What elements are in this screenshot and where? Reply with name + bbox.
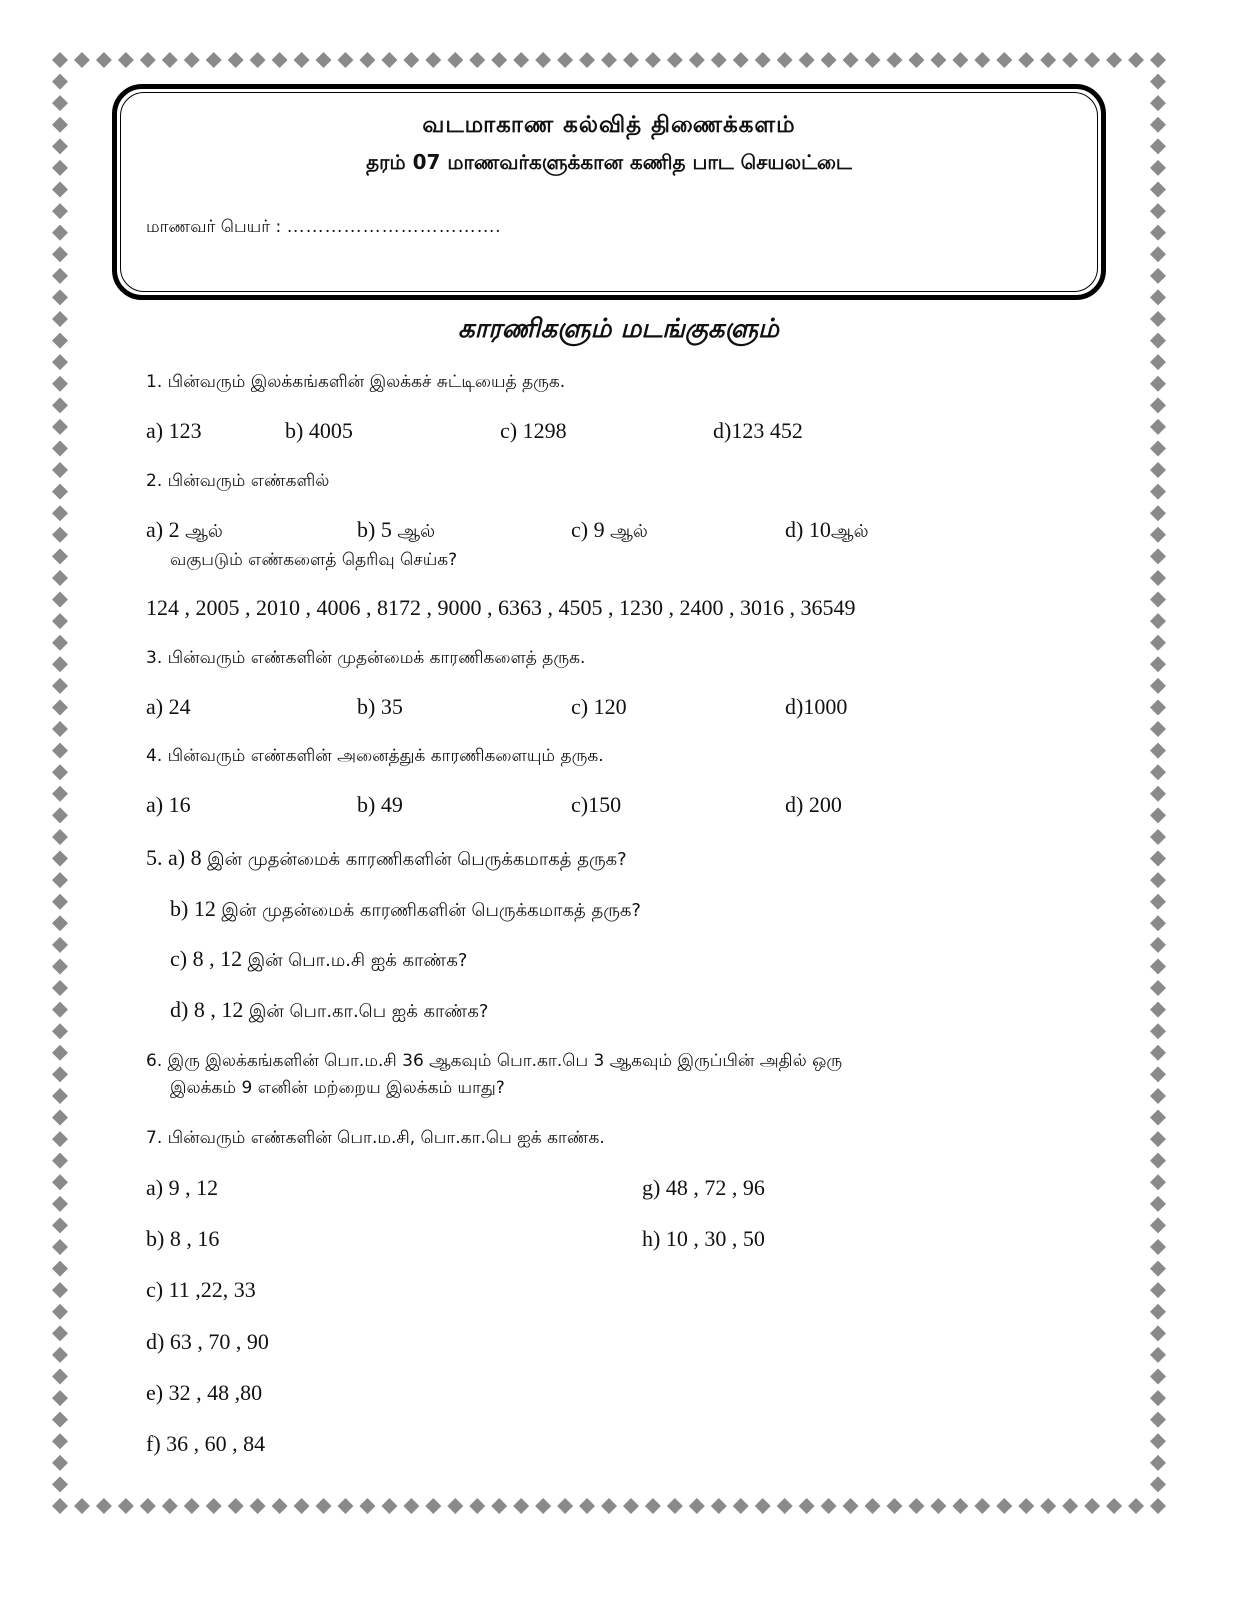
- q7-item-c: c) 11 ,22, 33: [146, 1277, 256, 1302]
- border-diamond: [52, 1110, 68, 1126]
- border-diamond: [52, 225, 68, 241]
- q1-option-b: b) 4005: [285, 418, 353, 443]
- border-diamond: [52, 52, 68, 68]
- question-6-line2: இலக்கம் 9 எனின் மற்றைய இலக்கம் யாது?: [170, 1078, 505, 1098]
- border-diamond: [1150, 1390, 1166, 1406]
- question-5d: [170, 997, 488, 1024]
- border-diamond: [1150, 592, 1166, 608]
- border-diamond: [52, 980, 68, 996]
- q7-item-h: h) 10 , 30 , 50: [642, 1226, 765, 1251]
- border-diamond: [689, 1498, 705, 1514]
- border-diamond: [821, 52, 837, 68]
- q7-item-a: a) 9 , 12: [146, 1175, 219, 1200]
- border-diamond: [1150, 1239, 1166, 1255]
- border-diamond: [1150, 656, 1166, 672]
- border-diamond: [316, 52, 332, 68]
- border-diamond: [52, 1476, 68, 1492]
- q4-option-b: b) 49: [357, 792, 403, 817]
- border-diamond: [52, 1390, 68, 1406]
- q5c-prefix: c) 8 , 12: [170, 946, 243, 971]
- border-diamond: [1150, 203, 1166, 219]
- border-diamond: [1018, 1498, 1034, 1514]
- border-diamond: [1106, 52, 1122, 68]
- border-diamond: [359, 52, 375, 68]
- q7-item-f: f) 36 , 60 , 84: [146, 1431, 266, 1456]
- border-diamond: [491, 1498, 507, 1514]
- border-diamond: [403, 1498, 419, 1514]
- border-diamond: [52, 1369, 68, 1385]
- border-diamond: [52, 743, 68, 759]
- border-diamond: [1062, 1498, 1078, 1514]
- border-diamond: [1150, 160, 1166, 176]
- border-diamond: [1150, 376, 1166, 392]
- border-diamond: [52, 1433, 68, 1449]
- border-diamond: [52, 138, 68, 154]
- border-diamond: [1150, 570, 1166, 586]
- border-diamond: [1150, 807, 1166, 823]
- q2-option-d: [785, 517, 869, 544]
- border-diamond: [52, 786, 68, 802]
- q1-option-a: a) 123: [146, 418, 202, 443]
- border-diamond: [294, 52, 310, 68]
- border-diamond: [52, 1217, 68, 1233]
- q7-item-d: d) 63 , 70 , 90: [146, 1329, 269, 1354]
- border-diamond: [1150, 764, 1166, 780]
- border-diamond: [359, 1498, 375, 1514]
- border-diamond: [1150, 1196, 1166, 1212]
- q5b-prefix: b) 12: [170, 896, 216, 921]
- border-diamond: [733, 1498, 749, 1514]
- border-diamond: [777, 52, 793, 68]
- border-diamond: [250, 52, 266, 68]
- border-diamond: [1150, 1498, 1166, 1514]
- border-diamond: [52, 699, 68, 715]
- border-diamond: [184, 1498, 200, 1514]
- border-diamond: [1150, 484, 1166, 500]
- border-diamond: [52, 872, 68, 888]
- border-diamond: [1150, 117, 1166, 133]
- border-diamond: [1150, 980, 1166, 996]
- border-diamond: [711, 1498, 727, 1514]
- border-diamond: [1150, 851, 1166, 867]
- border-diamond: [799, 52, 815, 68]
- border-diamond: [952, 52, 968, 68]
- border-diamond: [557, 1498, 573, 1514]
- border-diamond: [96, 52, 112, 68]
- border-diamond: [52, 958, 68, 974]
- q2-option-a: [146, 517, 223, 544]
- border-diamond: [601, 1498, 617, 1514]
- border-diamond: [623, 1498, 639, 1514]
- border-diamond: [52, 721, 68, 737]
- border-diamond: [52, 613, 68, 629]
- border-diamond: [228, 52, 244, 68]
- border-diamond: [733, 52, 749, 68]
- border-diamond: [1150, 1110, 1166, 1126]
- question-6-line1: 6. இரு இலக்கங்களின் பொ.ம.சி 36 ஆகவும் பொ.கா.பெ 3 ஆகவும் இருப்பின் அதில் ஒரு: [146, 1051, 843, 1071]
- border-diamond: [623, 52, 639, 68]
- q2-option-b: [357, 517, 435, 544]
- border-diamond: [1150, 786, 1166, 802]
- border-diamond: [1150, 1455, 1166, 1471]
- q2-option-c-label: c) 9: [571, 517, 605, 542]
- q3-option-a: a) 24: [146, 694, 191, 719]
- border-diamond: [711, 52, 727, 68]
- border-diamond: [1150, 635, 1166, 651]
- border-diamond: [52, 203, 68, 219]
- border-diamond: [491, 52, 507, 68]
- border-diamond: [52, 419, 68, 435]
- border-diamond: [1150, 246, 1166, 262]
- q5a-prefix: 5. a) 8: [146, 845, 202, 870]
- q5d-prefix: d) 8 , 12: [170, 997, 244, 1022]
- border-diamond: [52, 592, 68, 608]
- border-diamond: [52, 74, 68, 90]
- q5c-text: இன் பொ.ம.சி ஐக் காண்க?: [247, 950, 468, 971]
- q2-option-d-label: d) 10: [785, 517, 831, 542]
- border-diamond: [1150, 1433, 1166, 1449]
- border-diamond: [1150, 505, 1166, 521]
- q1-option-d: d)123 452: [713, 418, 803, 443]
- border-diamond: [118, 1498, 134, 1514]
- border-diamond: [52, 1347, 68, 1363]
- border-diamond: [52, 268, 68, 284]
- border-diamond: [140, 1498, 156, 1514]
- border-diamond: [886, 52, 902, 68]
- border-diamond: [645, 52, 661, 68]
- border-diamond: [447, 52, 463, 68]
- border-diamond: [206, 1498, 222, 1514]
- border-diamond: [52, 462, 68, 478]
- border-diamond: [74, 1498, 90, 1514]
- border-diamond: [1150, 74, 1166, 90]
- border-diamond: [52, 1066, 68, 1082]
- border-diamond: [1150, 1304, 1166, 1320]
- q5d-text: இன் பொ.கா.பெ ஐக் காண்க?: [248, 1001, 489, 1022]
- q5b-text: இன் முதன்மைக் காரணிகளின் பெருக்கமாகத் தருக?: [221, 900, 641, 921]
- q2-option-a-label: a) 2: [146, 517, 180, 542]
- q4-option-c: c)150: [571, 792, 622, 817]
- border-diamond: [52, 484, 68, 500]
- q2-option-d-suffix: ஆல்: [830, 521, 869, 542]
- border-diamond: [1018, 52, 1034, 68]
- border-diamond: [1150, 52, 1166, 68]
- border-diamond: [1150, 829, 1166, 845]
- border-diamond: [645, 1498, 661, 1514]
- border-diamond: [821, 1498, 837, 1514]
- border-diamond: [381, 1498, 397, 1514]
- q4-option-a: a) 16: [146, 792, 191, 817]
- border-diamond: [52, 1002, 68, 1018]
- border-diamond: [1150, 440, 1166, 456]
- border-diamond: [930, 52, 946, 68]
- border-diamond: [1062, 52, 1078, 68]
- border-diamond: [52, 440, 68, 456]
- border-diamond: [1150, 1045, 1166, 1061]
- border-diamond: [755, 1498, 771, 1514]
- border-diamond: [667, 1498, 683, 1514]
- border-diamond: [52, 95, 68, 111]
- q2-instruction: வகுபடும் எண்களைத் தெரிவு செய்க?: [170, 550, 458, 570]
- question-3: 3. பின்வரும் எண்களின் முதன்மைக் காரணிகளைத் தருக.: [146, 648, 586, 668]
- border-diamond: [755, 52, 771, 68]
- q2-option-a-suffix: ஆல்: [185, 521, 223, 542]
- border-diamond: [908, 52, 924, 68]
- border-diamond: [1106, 1498, 1122, 1514]
- border-diamond: [1128, 1498, 1144, 1514]
- border-diamond: [1150, 743, 1166, 759]
- border-diamond: [96, 1498, 112, 1514]
- border-diamond: [294, 1498, 310, 1514]
- border-diamond: [1150, 354, 1166, 370]
- border-diamond: [1150, 138, 1166, 154]
- border-diamond: [52, 1023, 68, 1039]
- border-diamond: [52, 505, 68, 521]
- worksheet-title: தரம் 07 மாணவர்களுக்கான கணித பாட செயலட்டை: [366, 150, 852, 174]
- border-diamond: [1150, 1066, 1166, 1082]
- q3-option-d: d)1000: [785, 694, 848, 719]
- border-diamond: [52, 829, 68, 845]
- border-diamond: [886, 1498, 902, 1514]
- border-diamond: [74, 52, 90, 68]
- border-diamond: [52, 289, 68, 305]
- student-name-row: [146, 216, 501, 239]
- border-diamond: [996, 52, 1012, 68]
- border-diamond: [52, 1455, 68, 1471]
- border-diamond: [1084, 1498, 1100, 1514]
- border-diamond: [52, 160, 68, 176]
- q2-option-c: [571, 517, 648, 544]
- border-diamond: [52, 527, 68, 543]
- border-diamond: [1150, 1412, 1166, 1428]
- department-title: வடமாகாண கல்வித் திணைக்களம்: [422, 112, 796, 138]
- border-diamond: [52, 937, 68, 953]
- border-diamond: [601, 52, 617, 68]
- border-diamond: [206, 52, 222, 68]
- border-diamond: [52, 1045, 68, 1061]
- border-diamond: [52, 1498, 68, 1514]
- border-diamond: [1150, 915, 1166, 931]
- border-diamond: [447, 1498, 463, 1514]
- border-diamond: [1150, 958, 1166, 974]
- border-diamond: [1150, 937, 1166, 953]
- q3-option-b: b) 35: [357, 694, 403, 719]
- border-diamond: [1150, 678, 1166, 694]
- border-diamond: [1150, 699, 1166, 715]
- border-diamond: [52, 1239, 68, 1255]
- border-diamond: [974, 1498, 990, 1514]
- border-diamond: [843, 1498, 859, 1514]
- q1-option-c: c) 1298: [500, 418, 567, 443]
- border-diamond: [52, 246, 68, 262]
- border-diamond: [52, 1088, 68, 1104]
- border-diamond: [1150, 1131, 1166, 1147]
- border-diamond: [689, 52, 705, 68]
- border-diamond: [1150, 1174, 1166, 1190]
- q2-option-b-suffix: ஆல்: [397, 521, 436, 542]
- question-5b: [170, 896, 641, 923]
- border-diamond: [184, 52, 200, 68]
- question-4: 4. பின்வரும் எண்களின் அனைத்துக் காரணிகளையும் தருக.: [146, 746, 604, 766]
- student-name-blank[interactable]: …………………………….: [286, 216, 502, 236]
- border-diamond: [579, 52, 595, 68]
- topic-title: காரணிகளும் மடங்குகளும்: [458, 314, 779, 344]
- border-diamond: [1150, 462, 1166, 478]
- border-diamond: [908, 1498, 924, 1514]
- border-diamond: [1150, 1261, 1166, 1277]
- border-diamond: [865, 52, 881, 68]
- border-diamond: [52, 1131, 68, 1147]
- border-diamond: [52, 1325, 68, 1341]
- border-diamond: [52, 548, 68, 564]
- border-diamond: [52, 915, 68, 931]
- question-7: 7. பின்வரும் எண்களின் பொ.ம.சி, பொ.கா.பெ ஐக் காண்க.: [146, 1128, 605, 1148]
- border-diamond: [1150, 268, 1166, 284]
- border-diamond: [865, 1498, 881, 1514]
- border-diamond: [52, 376, 68, 392]
- border-diamond: [513, 52, 529, 68]
- border-diamond: [557, 52, 573, 68]
- border-diamond: [1150, 872, 1166, 888]
- border-diamond: [799, 1498, 815, 1514]
- border-diamond: [52, 1412, 68, 1428]
- border-diamond: [425, 1498, 441, 1514]
- question-5c: [170, 946, 467, 973]
- border-diamond: [535, 52, 551, 68]
- q7-item-g: g) 48 , 72 , 96: [642, 1175, 765, 1200]
- border-diamond: [52, 1282, 68, 1298]
- border-diamond: [469, 1498, 485, 1514]
- border-diamond: [1150, 397, 1166, 413]
- border-diamond: [52, 851, 68, 867]
- border-diamond: [777, 1498, 793, 1514]
- q2-option-c-suffix: ஆல்: [610, 521, 648, 542]
- border-diamond: [52, 894, 68, 910]
- border-diamond: [52, 1196, 68, 1212]
- border-diamond: [52, 397, 68, 413]
- border-diamond: [579, 1498, 595, 1514]
- border-diamond: [1150, 527, 1166, 543]
- border-diamond: [667, 52, 683, 68]
- border-diamond: [337, 1498, 353, 1514]
- border-diamond: [1150, 1088, 1166, 1104]
- border-diamond: [52, 764, 68, 780]
- student-name-label: மாணவர் பெயர் :: [146, 217, 282, 237]
- border-diamond: [1150, 1325, 1166, 1341]
- border-diamond: [52, 1174, 68, 1190]
- border-diamond: [228, 1498, 244, 1514]
- border-diamond: [1150, 1153, 1166, 1169]
- border-diamond: [52, 1304, 68, 1320]
- border-diamond: [52, 354, 68, 370]
- border-diamond: [403, 52, 419, 68]
- border-diamond: [316, 1498, 332, 1514]
- border-diamond: [535, 1498, 551, 1514]
- border-diamond: [843, 52, 859, 68]
- q4-option-d: d) 200: [785, 792, 842, 817]
- border-diamond: [469, 52, 485, 68]
- border-diamond: [118, 52, 134, 68]
- border-diamond: [513, 1498, 529, 1514]
- border-diamond: [952, 1498, 968, 1514]
- border-diamond: [1084, 52, 1100, 68]
- border-diamond: [425, 52, 441, 68]
- border-diamond: [162, 1498, 178, 1514]
- border-diamond: [996, 1498, 1012, 1514]
- border-diamond: [162, 52, 178, 68]
- border-diamond: [52, 635, 68, 651]
- border-diamond: [52, 181, 68, 197]
- border-diamond: [52, 1261, 68, 1277]
- border-diamond: [140, 52, 156, 68]
- question-2: 2. பின்வரும் எண்களில்: [146, 471, 330, 491]
- border-diamond: [1150, 548, 1166, 564]
- border-diamond: [1150, 1282, 1166, 1298]
- q7-item-e: e) 32 , 48 ,80: [146, 1380, 263, 1405]
- border-diamond: [1150, 419, 1166, 435]
- border-diamond: [381, 52, 397, 68]
- border-diamond: [52, 656, 68, 672]
- border-diamond: [272, 52, 288, 68]
- border-diamond: [1150, 1023, 1166, 1039]
- border-diamond: [1150, 289, 1166, 305]
- border-diamond: [1150, 1217, 1166, 1233]
- border-diamond: [930, 1498, 946, 1514]
- question-5a: [146, 845, 627, 872]
- q2-number-list: 124 , 2005 , 2010 , 4006 , 8172 , 9000 , 6363 , 4505 , 1230 , 2400 , 3016 , 36549: [146, 595, 856, 620]
- border-diamond: [52, 570, 68, 586]
- border-diamond: [1150, 721, 1166, 737]
- q2-option-b-label: b) 5: [357, 517, 392, 542]
- border-diamond: [52, 678, 68, 694]
- border-diamond: [1040, 52, 1056, 68]
- border-diamond: [250, 1498, 266, 1514]
- q3-option-c: c) 120: [571, 694, 627, 719]
- border-diamond: [1040, 1498, 1056, 1514]
- border-diamond: [974, 52, 990, 68]
- border-diamond: [52, 117, 68, 133]
- border-diamond: [1128, 52, 1144, 68]
- border-diamond: [1150, 894, 1166, 910]
- border-diamond: [1150, 1476, 1166, 1492]
- border-diamond: [1150, 1347, 1166, 1363]
- border-diamond: [1150, 181, 1166, 197]
- border-diamond: [337, 52, 353, 68]
- border-diamond: [272, 1498, 288, 1514]
- border-diamond: [1150, 1002, 1166, 1018]
- border-diamond: [52, 807, 68, 823]
- question-1: 1. பின்வரும் இலக்கங்களின் இலக்கச் சுட்டியைத் தருக.: [146, 372, 566, 392]
- border-diamond: [1150, 95, 1166, 111]
- border-diamond: [1150, 225, 1166, 241]
- border-diamond: [1150, 613, 1166, 629]
- border-diamond: [1150, 1369, 1166, 1385]
- q5a-text: இன் முதன்மைக் காரணிகளின் பெருக்கமாகத் தருக?: [207, 849, 627, 870]
- q7-item-b: b) 8 , 16: [146, 1226, 220, 1251]
- border-diamond: [52, 1153, 68, 1169]
